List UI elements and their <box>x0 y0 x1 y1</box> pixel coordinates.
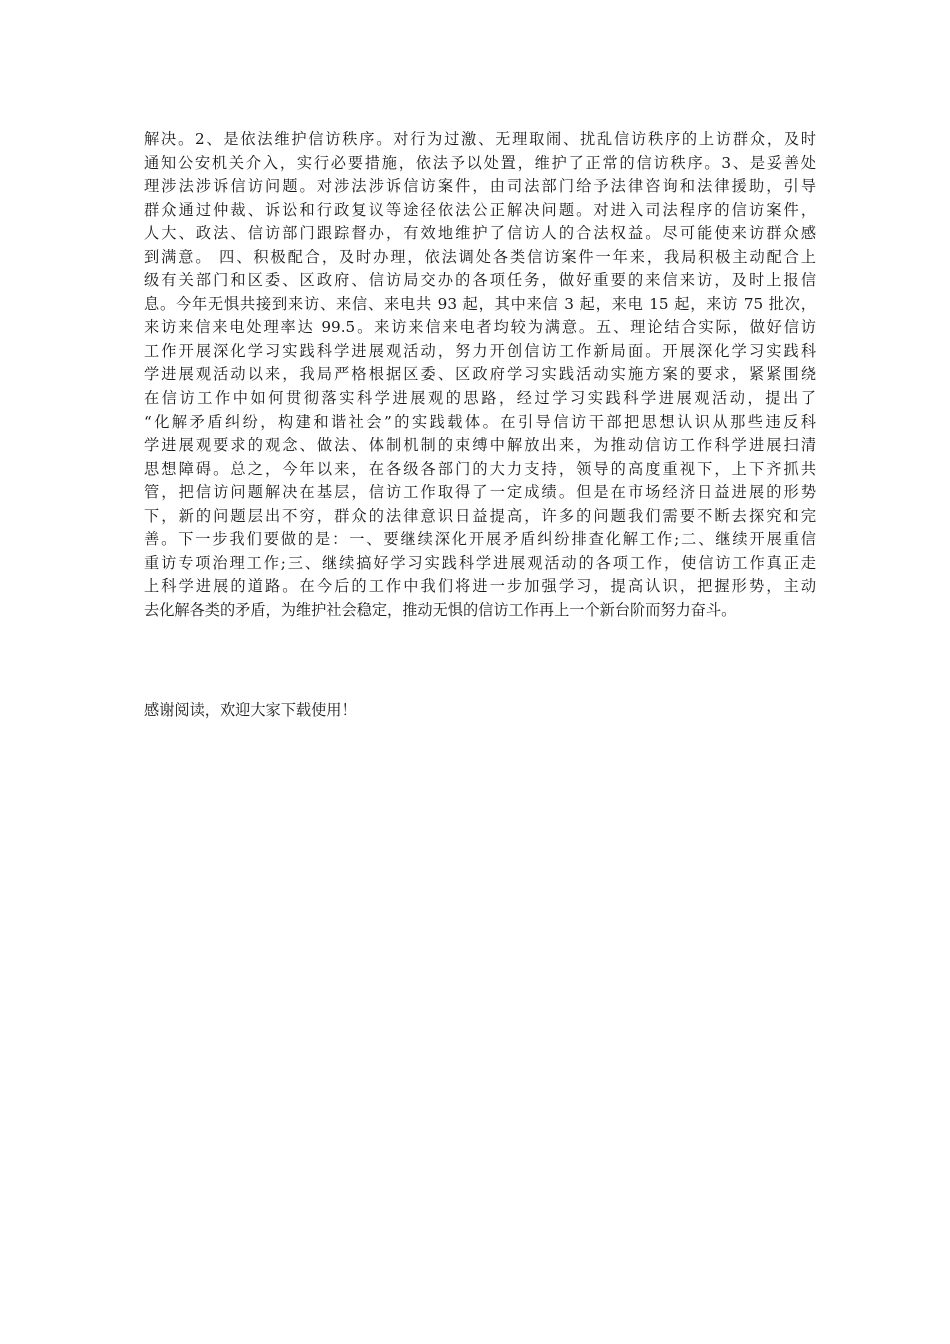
body-line-20: 上科学进展的道路。在今后的工作中我们将进一步加强学习，提高认识，把握形势，主动 <box>144 577 816 596</box>
body-line-6: 到满意。 四、积极配合，及时办理，依法调处各类信访案件一年来，我局积极主动配合上 <box>144 247 816 266</box>
body-line-13: “化解矛盾纠纷，构建和谐社会”的实践载体。在引导信访干部把思想认识从那些违反科 <box>144 412 816 431</box>
body-line-4: 群众通过仲裁、诉讼和行政复议等途径依法公正解决问题。对进入司法程序的信访案件， <box>144 200 816 219</box>
body-line-19: 重访专项治理工作;三、继续搞好学习实践科学进展观活动的各项工作，使信访工作真正走 <box>144 553 816 572</box>
body-paragraph <box>144 128 816 622</box>
body-line-18: 善。下一步我们要做的是：一、要继续深化开展矛盾纠纷排查化解工作;二、继续开展重信 <box>144 530 816 549</box>
body-line-8: 息。今年无惧共接到来访、来信、来电共 93 起，其中来信 3 起，来电 15 起，来访 75 批次， <box>144 294 816 313</box>
body-line-2: 通知公安机关介入，实行必要措施，依法予以处置，维护了正常的信访秩序。3、是妥善处 <box>144 153 816 172</box>
body-line-9: 来访来信来电处理率达 99.5。来访来信来电者均较为满意。五、理论结合实际，做好信访 <box>144 318 816 337</box>
body-line-16: 管，把信访问题解决在基层，信访工作取得了一定成绩。但是在市场经济日益进展的形势 <box>144 483 816 502</box>
body-line-1: 解决。2、是依法维护信访秩序。对行为过激、无理取闹、扰乱信访秩序的上访群众，及时 <box>144 130 816 148</box>
body-line-12: 在信访工作中如何贯彻落实科学进展观的思路，经过学习实践科学进展观活动，提出了 <box>144 389 816 408</box>
body-line-10: 工作开展深化学习实践科学进展观活动，努力开创信访工作新局面。开展深化学习实践科 <box>144 341 816 360</box>
body-line-17: 下，新的问题层出不穷，群众的法律意识日益提高，许多的问题我们需要不断去探究和完 <box>144 506 816 525</box>
body-line-14: 学进展观要求的观念、做法、体制机制的束缚中解放出来，为推动信访工作科学进展扫清 <box>144 436 816 455</box>
body-line-15: 思想障碍。总之，今年以来，在各级各部门的大力支持，领导的高度重视下，上下齐抓共 <box>144 459 816 478</box>
body-line-7: 级有关部门和区委、区政府、信访局交办的各项任务，做好重要的来信来访，及时上报信 <box>144 271 816 290</box>
body-line-11: 学进展观活动以来，我局严格根据区委、区政府学习实践活动实施方案的要求，紧紧围绕 <box>144 365 816 384</box>
body-line-21: 去化解各类的矛盾，为维护社会稳定，推动无惧的信访工作再上一个新台阶而努力奋斗。 <box>144 600 737 619</box>
body-line-5: 人大、政法、信访部门跟踪督办，有效地维护了信访人的合法权益。尽可能使来访群众感 <box>144 224 816 243</box>
body-line-3: 理涉法涉诉信访问题。对涉法涉诉信访案件，由司法部门给予法律咨询和法律援助，引导 <box>144 177 816 196</box>
closing-note: 感谢阅读，欢迎大家下载使用！ <box>144 701 357 719</box>
